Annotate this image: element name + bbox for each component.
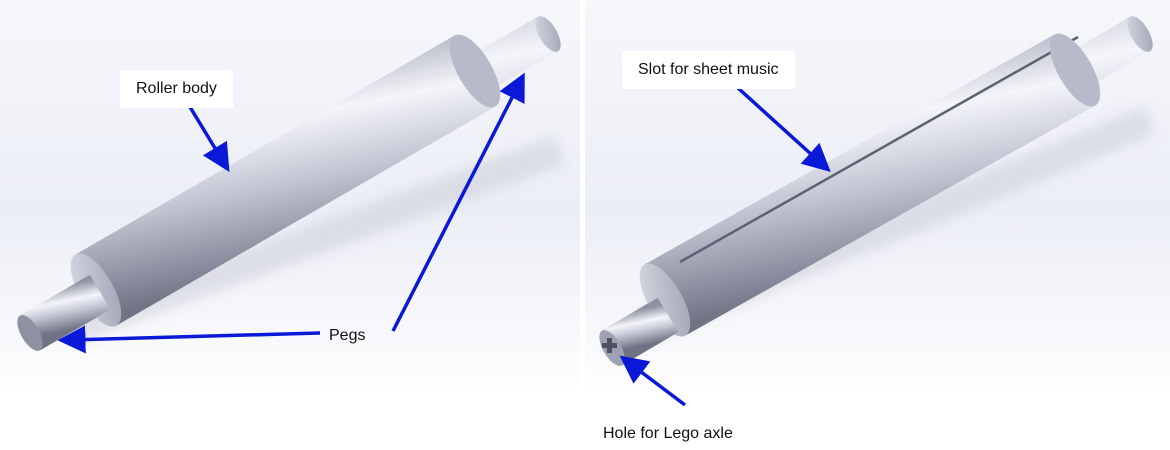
arrow-pegs-left xyxy=(68,333,320,340)
label-slot-for-sheet-music: Slot for sheet music xyxy=(622,51,795,89)
label-roller-body: Roller body xyxy=(120,70,233,108)
roller-left xyxy=(12,12,566,355)
peg-right-front xyxy=(612,315,668,348)
arrow-roller-body xyxy=(190,107,224,163)
arrow-slot xyxy=(738,88,823,165)
arrow-hole xyxy=(628,362,685,405)
label-pegs: Pegs xyxy=(329,327,366,344)
label-hole-for-lego-axle: Hole for Lego axle xyxy=(603,425,733,442)
